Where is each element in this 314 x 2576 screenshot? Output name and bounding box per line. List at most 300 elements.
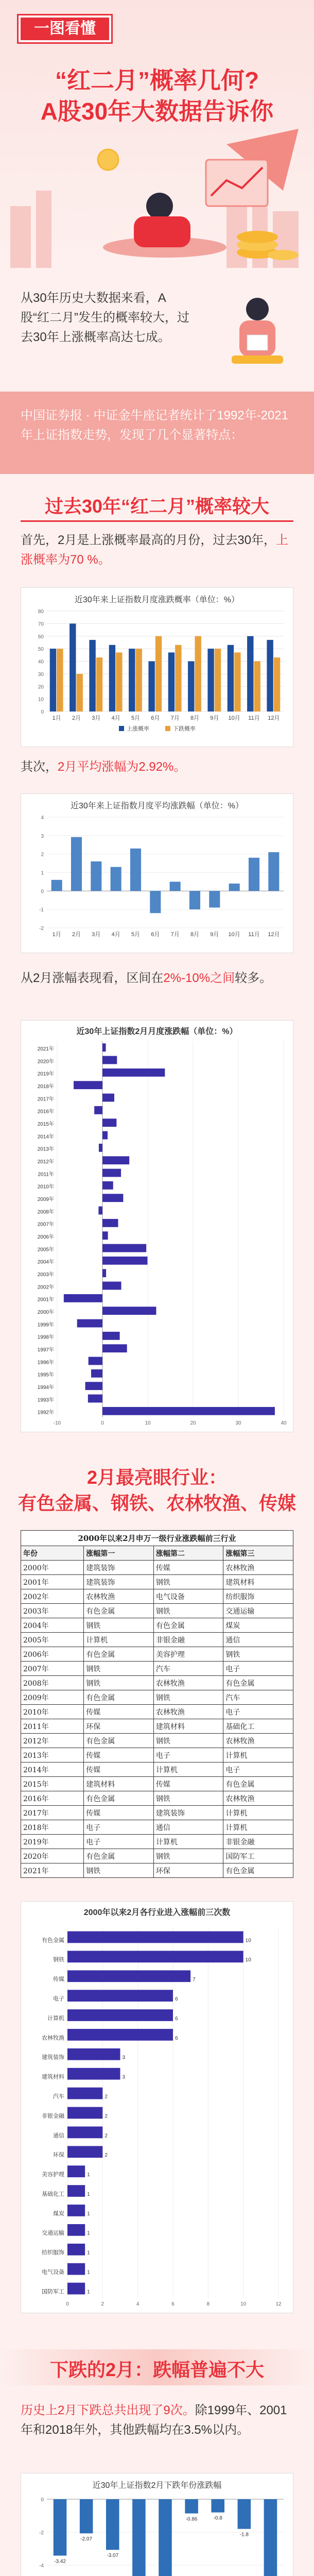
table-row <box>21 1791 293 1806</box>
data-label: 1 <box>87 2230 90 2236</box>
chart1-svg <box>21 588 293 742</box>
bar <box>67 2244 85 2256</box>
table-cell: 有色金属 <box>223 1863 293 1878</box>
section1-p2-text: 其次， <box>21 760 58 774</box>
intro-text: 从30年历史大数据来看，A股“红二月”发生的概率较大，过去30年上涨概率高达七成。 <box>21 291 189 344</box>
table-row <box>21 1734 293 1748</box>
table-row <box>21 1604 293 1618</box>
bar <box>67 2068 120 2080</box>
chart4-svg <box>21 1902 293 2313</box>
table-cell: 美容护理 <box>153 1647 223 1662</box>
table-body <box>21 1561 293 1878</box>
data-label: 7 <box>193 1977 196 1983</box>
chart5-svg <box>21 2473 293 2576</box>
x-tick-label: 8月 <box>190 931 200 938</box>
data-label: 1 <box>87 2289 90 2295</box>
bar <box>102 1269 106 1277</box>
x-tick-label: 2月 <box>72 715 81 721</box>
table-cell: 2019年 <box>21 1835 84 1849</box>
table-cell: 电子 <box>153 1748 223 1762</box>
data-label: 1 <box>87 2269 90 2276</box>
section3-p1-text: 除1999年、2001年和2018年外，其他跌幅均在3.5%以内。 <box>21 2403 287 2437</box>
y-tick-label: -1 <box>39 907 44 913</box>
section1-title: 过去30年“红二月”概率较大 <box>44 496 270 517</box>
bar-up <box>50 649 56 711</box>
x-tick-label: 9月 <box>210 931 219 938</box>
bar-down <box>175 645 181 711</box>
table-cell: 有色金属 <box>84 1604 154 1618</box>
y-tick-label: 2021年 <box>37 1046 54 1053</box>
table-cell: 传媒 <box>153 1561 223 1575</box>
section1-p3-end: 较多。 <box>235 971 272 985</box>
y-tick-label: 2 <box>41 852 44 858</box>
bar-up <box>109 645 115 711</box>
bar-down <box>57 649 63 711</box>
bar <box>209 891 220 907</box>
bar <box>67 1951 243 1962</box>
bar <box>67 2224 85 2236</box>
bar <box>102 1169 121 1177</box>
y-tick-label: 纺织服饰 <box>42 2249 64 2256</box>
bar <box>67 2107 102 2119</box>
y-tick-label: 2013年 <box>37 1146 54 1153</box>
bar <box>67 2185 85 2197</box>
bar-down <box>116 652 122 711</box>
data-label: 3 <box>122 2055 126 2061</box>
industry-table-card <box>21 1530 293 1878</box>
table-cell: 煤炭 <box>223 1618 293 1633</box>
legend-swatch-up <box>119 726 124 731</box>
y-tick-label: 汽车 <box>53 2093 64 2100</box>
table-cell: 计算机 <box>84 1633 154 1647</box>
table-cell: 电子 <box>223 1705 293 1719</box>
table-cell: 建筑材料 <box>153 1719 223 1734</box>
table-cell: 有色金属 <box>84 1690 154 1705</box>
bar <box>102 1194 123 1202</box>
bar <box>238 2499 251 2529</box>
bar <box>88 1395 102 1403</box>
y-tick-label: 1 <box>41 870 44 876</box>
bar <box>264 2499 277 2576</box>
table-cell: 有色金属 <box>223 1777 293 1791</box>
table-row <box>21 1662 293 1676</box>
section2-title2: 有色金属、钢铁、农林牧渔、传媒 <box>18 1493 296 1514</box>
y-tick-label: 1994年 <box>37 1385 54 1391</box>
table-cell: 汽车 <box>223 1690 293 1705</box>
bar-up <box>89 640 95 711</box>
bar <box>189 891 200 909</box>
bar <box>102 1282 121 1290</box>
x-tick-label: 3月 <box>92 931 101 938</box>
table-cell: 计算机 <box>153 1762 223 1777</box>
table-cell: 通信 <box>223 1633 293 1647</box>
table-row <box>21 1561 293 1575</box>
x-tick-label: -10 <box>53 1420 61 1426</box>
data-label: 2 <box>104 2094 108 2100</box>
bar <box>67 1970 190 1982</box>
table-cell: 有色金属 <box>223 1676 293 1690</box>
bar-down <box>274 657 280 711</box>
bar <box>99 1144 102 1152</box>
x-tick-label: 12月 <box>268 715 280 721</box>
bar-down <box>234 652 240 711</box>
x-tick-label: 10月 <box>228 931 240 938</box>
y-tick-label: 环保 <box>53 2152 64 2159</box>
section1-p3 <box>21 969 293 988</box>
bar <box>130 849 141 891</box>
bar <box>67 2009 173 2021</box>
bar-up <box>228 645 234 711</box>
data-label: -0.8 <box>213 2515 222 2521</box>
y-tick-label: -2 <box>39 926 44 931</box>
y-tick-label: 煤炭 <box>53 2210 64 2217</box>
table-cell: 2017年 <box>21 1806 84 1820</box>
bar <box>67 2165 85 2177</box>
table-header-row <box>21 1546 293 1561</box>
data-label: 6 <box>175 2035 178 2041</box>
data-label: -0.86 <box>185 2516 198 2522</box>
bar <box>67 2283 85 2295</box>
chart1-title: 近30年来上证指数月度涨跌概率（单位：%） <box>74 596 240 604</box>
bar-up <box>247 636 253 711</box>
bar <box>51 880 62 891</box>
bar <box>229 884 240 891</box>
y-tick-label: 4 <box>41 815 44 821</box>
x-tick-label: 40 <box>281 1420 287 1426</box>
table-cell: 农林牧渔 <box>84 1589 154 1604</box>
table-cell: 钢铁 <box>84 1662 154 1676</box>
y-tick-label: 1995年 <box>37 1372 54 1378</box>
table-cell: 2007年 <box>21 1662 84 1676</box>
y-tick-label: 0 <box>41 2497 44 2503</box>
bar <box>102 1244 146 1252</box>
table-cell: 2015年 <box>21 1777 84 1791</box>
chart5-title: 近30年上证指数2月下跌年份涨跌幅 <box>92 2481 222 2490</box>
bar <box>71 837 82 891</box>
table-cell: 农林牧渔 <box>223 1734 293 1748</box>
x-tick-label: 4 <box>136 2301 139 2307</box>
x-tick-label: 12月 <box>268 931 280 938</box>
table-cell: 钢铁 <box>223 1647 293 1662</box>
chart4-title: 2000年以来2月各行业进入涨幅前三次数 <box>83 1908 231 1917</box>
y-tick-label: 电气设备 <box>42 2269 64 2276</box>
chart3-svg <box>21 1021 293 1432</box>
y-tick-label: 2009年 <box>37 1197 54 1203</box>
table-row <box>21 1863 293 1878</box>
data-label: 3 <box>122 2074 126 2080</box>
industry-table-title: 2000年以来2月申万一级行业涨跌幅前三行业 <box>21 1530 293 1546</box>
bar-down <box>96 657 102 711</box>
finance-illustration <box>88 129 304 268</box>
table-cell: 非银金融 <box>153 1633 223 1647</box>
reading-person-illustration <box>216 289 299 381</box>
y-tick-label: 2001年 <box>37 1297 54 1303</box>
section1-p3-red: 2%-10%之间 <box>163 971 235 985</box>
table-cell: 有色金属 <box>84 1849 154 1863</box>
x-tick-label: 7月 <box>170 715 180 721</box>
y-tick-label: 2010年 <box>37 1184 54 1190</box>
y-tick-label: -4 <box>39 2563 44 2569</box>
data-label: 1 <box>87 2191 90 2197</box>
bar-down <box>155 636 162 711</box>
table-row <box>21 1820 293 1835</box>
y-tick-label: 1992年 <box>37 1410 54 1416</box>
bar <box>64 1294 102 1302</box>
table-cell: 农林牧渔 <box>223 1561 293 1575</box>
data-label: -3.42 <box>54 2558 66 2565</box>
bar <box>80 2499 93 2533</box>
table-cell: 钢铁 <box>84 1618 154 1633</box>
table-cell: 2000年 <box>21 1561 84 1575</box>
table-row <box>21 1633 293 1647</box>
table-row <box>21 1748 293 1762</box>
y-tick-label: 2018年 <box>37 1084 54 1090</box>
table-row <box>21 1676 293 1690</box>
y-tick-label: 美容护理 <box>42 2172 64 2178</box>
data-label: 2 <box>104 2133 108 2139</box>
table-cell: 有色金属 <box>84 1647 154 1662</box>
bar <box>102 1344 127 1352</box>
bar <box>67 2263 85 2275</box>
table-cell: 基础化工 <box>223 1719 293 1734</box>
bar <box>132 2499 146 2576</box>
chart2-svg <box>21 794 293 948</box>
bar-down <box>254 662 260 712</box>
section1-p1 <box>21 531 293 570</box>
bar-up <box>207 649 214 711</box>
table-cell: 电子 <box>223 1662 293 1676</box>
section3-p1-red: 历史上2月下跌总共出现了9次。 <box>21 2403 195 2417</box>
y-tick-label: 基础化工 <box>42 2191 64 2197</box>
table-row <box>21 1777 293 1791</box>
x-tick-label: 7月 <box>170 931 180 938</box>
y-tick-label: 2004年 <box>37 1259 54 1265</box>
table-cell: 传媒 <box>84 1748 154 1762</box>
y-tick-label: 40 <box>38 659 44 665</box>
bar <box>67 1931 243 1943</box>
y-tick-label: 建筑装饰 <box>42 2054 64 2061</box>
x-tick-label: 4月 <box>111 715 120 721</box>
header-banner <box>0 0 314 268</box>
y-tick-label: -2 <box>39 2530 44 2536</box>
bar <box>91 1369 102 1378</box>
table-cell: 通信 <box>153 1820 223 1835</box>
table-header-cell: 年份 <box>21 1546 84 1561</box>
table-cell: 环保 <box>84 1719 154 1734</box>
x-tick-label: 2月 <box>72 931 81 938</box>
data-label: -2.07 <box>80 2536 93 2543</box>
y-tick-label: 2019年 <box>37 1071 54 1077</box>
bar <box>102 1043 106 1052</box>
table-cell: 建筑材料 <box>223 1575 293 1589</box>
x-tick-label: 1月 <box>52 931 61 938</box>
y-tick-label: 2016年 <box>37 1109 54 1115</box>
y-tick-label: 2017年 <box>37 1096 54 1103</box>
bar <box>94 1106 102 1114</box>
y-tick-label: 有色金属 <box>42 1937 64 1944</box>
y-tick-label: 2005年 <box>37 1247 54 1253</box>
section1-p2 <box>21 757 293 777</box>
data-label: 6 <box>175 2015 178 2022</box>
y-tick-label: 2003年 <box>37 1272 54 1278</box>
bar <box>102 1231 108 1240</box>
x-tick-label: 6月 <box>151 715 160 721</box>
table-cell: 电子 <box>84 1820 154 1835</box>
y-tick-label: 80 <box>38 609 44 615</box>
page-title-line1: “红二月”概率几何? <box>55 67 259 94</box>
bar <box>54 2499 67 2555</box>
table-cell: 钢铁 <box>153 1734 223 1748</box>
table-row <box>21 1575 293 1589</box>
y-tick-label: 2011年 <box>38 1172 54 1178</box>
data-label: 1 <box>87 2250 90 2256</box>
table-cell: 农林牧渔 <box>153 1705 223 1719</box>
x-tick-label: 1月 <box>52 715 61 721</box>
table-cell: 有色金属 <box>84 1791 154 1806</box>
table-cell: 有色金属 <box>153 1618 223 1633</box>
bar <box>150 891 161 913</box>
legend-down-label: 下跌概率 <box>173 726 196 732</box>
table-cell: 计算机 <box>223 1748 293 1762</box>
y-tick-label: 2015年 <box>37 1122 54 1128</box>
intro-highlight-text: 中国证券报 · 中证金牛座记者统计了1992年-2021年上证指数走势，发现了几个显著特点： <box>21 409 289 442</box>
table-cell: 建筑装饰 <box>84 1575 154 1589</box>
data-label: 10 <box>245 1957 251 1963</box>
table-row <box>21 1647 293 1662</box>
bar <box>159 2499 172 2576</box>
table-cell: 钢铁 <box>153 1690 223 1705</box>
y-tick-label: 3 <box>41 833 44 839</box>
x-tick-label: 20 <box>190 1420 196 1426</box>
table-header-cell: 涨幅第二 <box>153 1546 223 1561</box>
bar <box>67 1990 173 2002</box>
table-cell: 2010年 <box>21 1705 84 1719</box>
x-tick-label: 10月 <box>228 715 240 721</box>
bar <box>67 2048 120 2060</box>
table-cell: 计算机 <box>223 1820 293 1835</box>
table-row <box>21 1705 293 1719</box>
y-tick-label: 2007年 <box>37 1222 54 1228</box>
table-cell: 国防军工 <box>223 1849 293 1863</box>
table-row <box>21 1589 293 1604</box>
table-row <box>21 1849 293 1863</box>
y-tick-label: 电子 <box>53 1996 64 2002</box>
table-cell: 2012年 <box>21 1734 84 1748</box>
table-row <box>21 1806 293 1820</box>
y-tick-label: 60 <box>38 634 44 640</box>
y-tick-label: 20 <box>38 684 44 690</box>
section1-divider <box>21 520 293 522</box>
table-cell: 环保 <box>153 1863 223 1878</box>
y-tick-label: 非银金融 <box>42 2113 64 2120</box>
x-tick-label: 6月 <box>151 931 160 938</box>
table-row <box>21 1835 293 1849</box>
y-tick-label: 1997年 <box>37 1347 54 1353</box>
legend-up-label: 上涨概率 <box>127 726 149 732</box>
table-cell: 2016年 <box>21 1791 84 1806</box>
table-cell: 农林牧渔 <box>223 1791 293 1806</box>
table-cell: 传媒 <box>153 1777 223 1791</box>
table-cell: 2020年 <box>21 1849 84 1863</box>
data-label: 6 <box>175 1996 178 2002</box>
y-tick-label: 70 <box>38 621 44 628</box>
section1-p3-text: 从2月涨幅表现看，区间在 <box>21 971 164 985</box>
bar-up <box>188 662 194 712</box>
table-cell: 2006年 <box>21 1647 84 1662</box>
bar <box>102 1219 118 1227</box>
table-cell: 钢铁 <box>84 1863 154 1878</box>
table-cell: 2018年 <box>21 1820 84 1835</box>
table-cell: 2002年 <box>21 1589 84 1604</box>
y-tick-label: 30 <box>38 671 44 677</box>
data-label: 1 <box>87 2172 90 2178</box>
bar <box>67 2029 173 2041</box>
table-cell: 传媒 <box>84 1705 154 1719</box>
table-cell: 电子 <box>223 1762 293 1777</box>
chart5-card <box>21 2473 293 2576</box>
table-cell: 建筑材料 <box>84 1777 154 1791</box>
y-tick-label: 2014年 <box>37 1134 54 1140</box>
bar-down <box>136 649 142 711</box>
chart3-card <box>21 1020 293 1432</box>
table-cell: 钢铁 <box>84 1676 154 1690</box>
table-cell: 传媒 <box>84 1806 154 1820</box>
x-tick-label: 5月 <box>131 931 141 938</box>
table-cell: 电子 <box>84 1835 154 1849</box>
y-tick-label: 10 <box>38 697 44 703</box>
bar <box>102 1056 117 1064</box>
bar <box>89 1357 102 1365</box>
y-tick-label: 2020年 <box>37 1059 54 1065</box>
x-tick-label: 6 <box>171 2301 175 2307</box>
table-header-cell: 涨幅第一 <box>84 1546 154 1561</box>
table-cell: 有色金属 <box>84 1734 154 1748</box>
table-cell: 交通运输 <box>223 1604 293 1618</box>
bar <box>102 1118 116 1127</box>
table-cell: 计算机 <box>153 1835 223 1849</box>
chart3-title: 近30年上证指数2月月度涨跌幅（单位：%） <box>76 1027 238 1036</box>
chart2-card <box>21 793 293 953</box>
y-tick-label: 2006年 <box>37 1234 54 1241</box>
section3-title: 下跌的2月：跌幅普遍不大 <box>49 2359 265 2380</box>
y-tick-label: 通信 <box>53 2132 64 2139</box>
y-tick-label: 1999年 <box>37 1322 54 1328</box>
bar <box>102 1094 114 1102</box>
table-cell: 建筑装饰 <box>153 1806 223 1820</box>
table-cell: 2008年 <box>21 1676 84 1690</box>
table-row <box>21 1690 293 1705</box>
bar <box>102 1069 165 1077</box>
data-label: 1 <box>87 2211 90 2217</box>
bar <box>74 1081 102 1089</box>
x-tick-label: 8月 <box>190 715 200 721</box>
table-cell: 2021年 <box>21 1863 84 1878</box>
page-title-line2: A股30年大数据告诉你 <box>40 98 274 125</box>
y-tick-label: 1996年 <box>37 1360 54 1366</box>
bar <box>102 1181 113 1190</box>
bar <box>67 2127 102 2139</box>
industry-table <box>21 1546 293 1878</box>
x-tick-label: 3月 <box>92 715 101 721</box>
y-tick-label: 1998年 <box>37 1334 54 1341</box>
bar <box>67 2205 85 2216</box>
data-label: -1.8 <box>239 2532 249 2538</box>
x-tick-label: 0 <box>66 2301 69 2307</box>
table-cell: 农林牧渔 <box>153 1676 223 1690</box>
bar-down <box>215 649 221 711</box>
x-tick-label: 11月 <box>248 931 260 938</box>
intro-highlight-box <box>0 392 314 474</box>
